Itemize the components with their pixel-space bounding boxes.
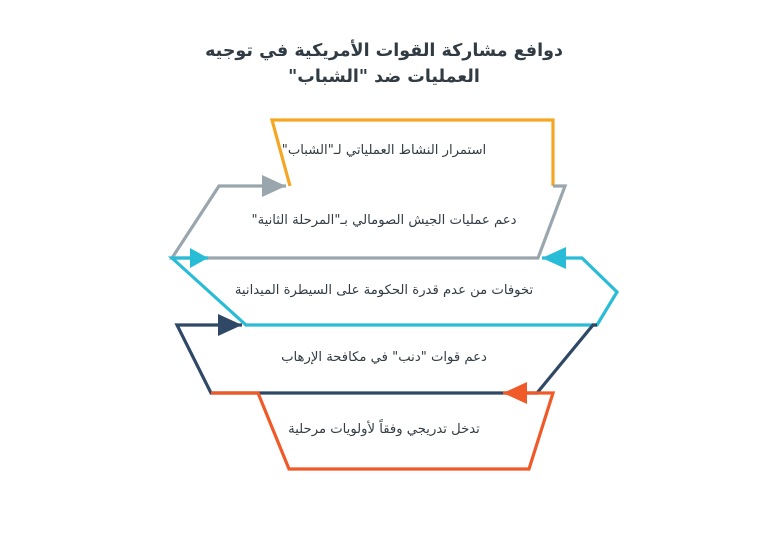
band-3-label: تخوفات من عدم قدرة الحكومة على السيطرة الميدانية [234, 283, 534, 298]
band-2-label: دعم عمليات الجيش الصومالي بـ"المرحلة الثانية" [251, 213, 517, 228]
title-line-2: العمليات ضد "الشباب" [288, 67, 480, 88]
band-5-label: تدخل تدريجي وفقاً لأولويات مرحلية [288, 422, 480, 437]
band-2-arrow-icon [262, 175, 286, 197]
band-1-label: استمرار النشاط العملياتي لـ"الشباب" [281, 143, 487, 158]
band-5-arrow-icon [503, 382, 527, 404]
band-3-arrow-left-icon [190, 248, 208, 268]
band-3-arrow-right-icon [542, 247, 566, 269]
title-line-1: دوافع مشاركة القوات الأمريكية في توجيه [205, 41, 563, 61]
band-4-label: دعم قوات "دنب" في مكافحة الإرهاب [281, 350, 487, 365]
